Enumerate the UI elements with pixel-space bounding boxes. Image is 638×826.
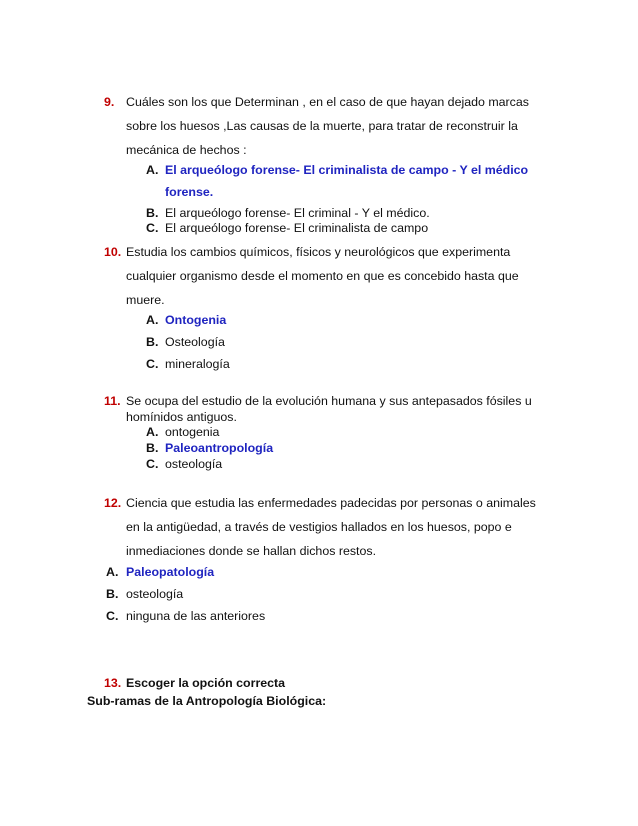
option-text: osteología	[165, 457, 223, 471]
question-text-line: mecánica de hechos :	[126, 143, 247, 157]
option-letter: C.	[146, 357, 159, 371]
option-text: El arqueólogo forense- El criminal - Y el médico.	[165, 206, 430, 220]
correct-answer-text: El arqueólogo forense- El criminalista de campo - Y el médico	[165, 163, 529, 177]
option-letter: A.	[146, 425, 159, 439]
option-text: mineralogía	[165, 357, 230, 371]
question-text-line: Cuáles son los que Determinan , en el caso de que hayan dejado marcas	[126, 95, 529, 109]
question-number: 12.	[104, 496, 122, 510]
option-letter: B.	[106, 587, 119, 601]
option-text: ontogenia	[165, 425, 220, 439]
question-number: 11.	[104, 394, 121, 408]
question-text-line: Ciencia que estudia las enfermedades padecidas por personas o animales	[126, 496, 536, 510]
correct-answer-text: Paleopatología	[126, 565, 215, 579]
question-text: Escoger la opción correcta	[126, 676, 286, 690]
option-letter: A.	[146, 163, 159, 177]
option-letter: A.	[146, 313, 159, 327]
question-text-line: cualquier organismo desde el momento en que es concebido hasta que	[126, 269, 519, 283]
question-text-line: homínidos antiguos.	[126, 410, 237, 424]
option-text: ninguna de las anteriores	[126, 609, 266, 623]
option-letter: C.	[106, 609, 119, 623]
option-letter: A.	[106, 565, 119, 579]
correct-answer-text: Ontogenia	[165, 313, 227, 327]
section-heading: Sub-ramas de la Antropología Biológica:	[87, 694, 327, 708]
question-text-line: muere.	[126, 293, 165, 307]
question-text-line: Estudia los cambios químicos, físicos y neurológicos que experimenta	[126, 245, 511, 259]
question-text-line: sobre los huesos ,Las causas de la muerte, para tratar de reconstruir la	[126, 119, 518, 133]
correct-answer-text: forense.	[165, 185, 214, 199]
option-letter: C.	[146, 457, 159, 471]
option-letter: C.	[146, 221, 159, 235]
option-letter: B.	[146, 206, 159, 220]
option-text: osteología	[126, 587, 184, 601]
question-text-line: Se ocupa del estudio de la evolución humana y sus antepasados fósiles u	[126, 394, 532, 408]
question-number: 10.	[104, 245, 122, 259]
option-text: El arqueólogo forense- El criminalista de campo	[165, 221, 429, 235]
option-letter: B.	[146, 441, 159, 455]
question-number: 13.	[104, 676, 122, 690]
option-text: Osteología	[165, 335, 225, 349]
question-text-line: en la antigüedad, a través de vestigios hallados en los huesos, popo e	[126, 520, 512, 534]
option-letter: B.	[146, 335, 159, 349]
question-text-line: inmediaciones donde se hallan dichos restos.	[126, 544, 377, 558]
question-number: 9.	[104, 95, 115, 109]
correct-answer-text: Paleoantropología	[165, 441, 274, 455]
